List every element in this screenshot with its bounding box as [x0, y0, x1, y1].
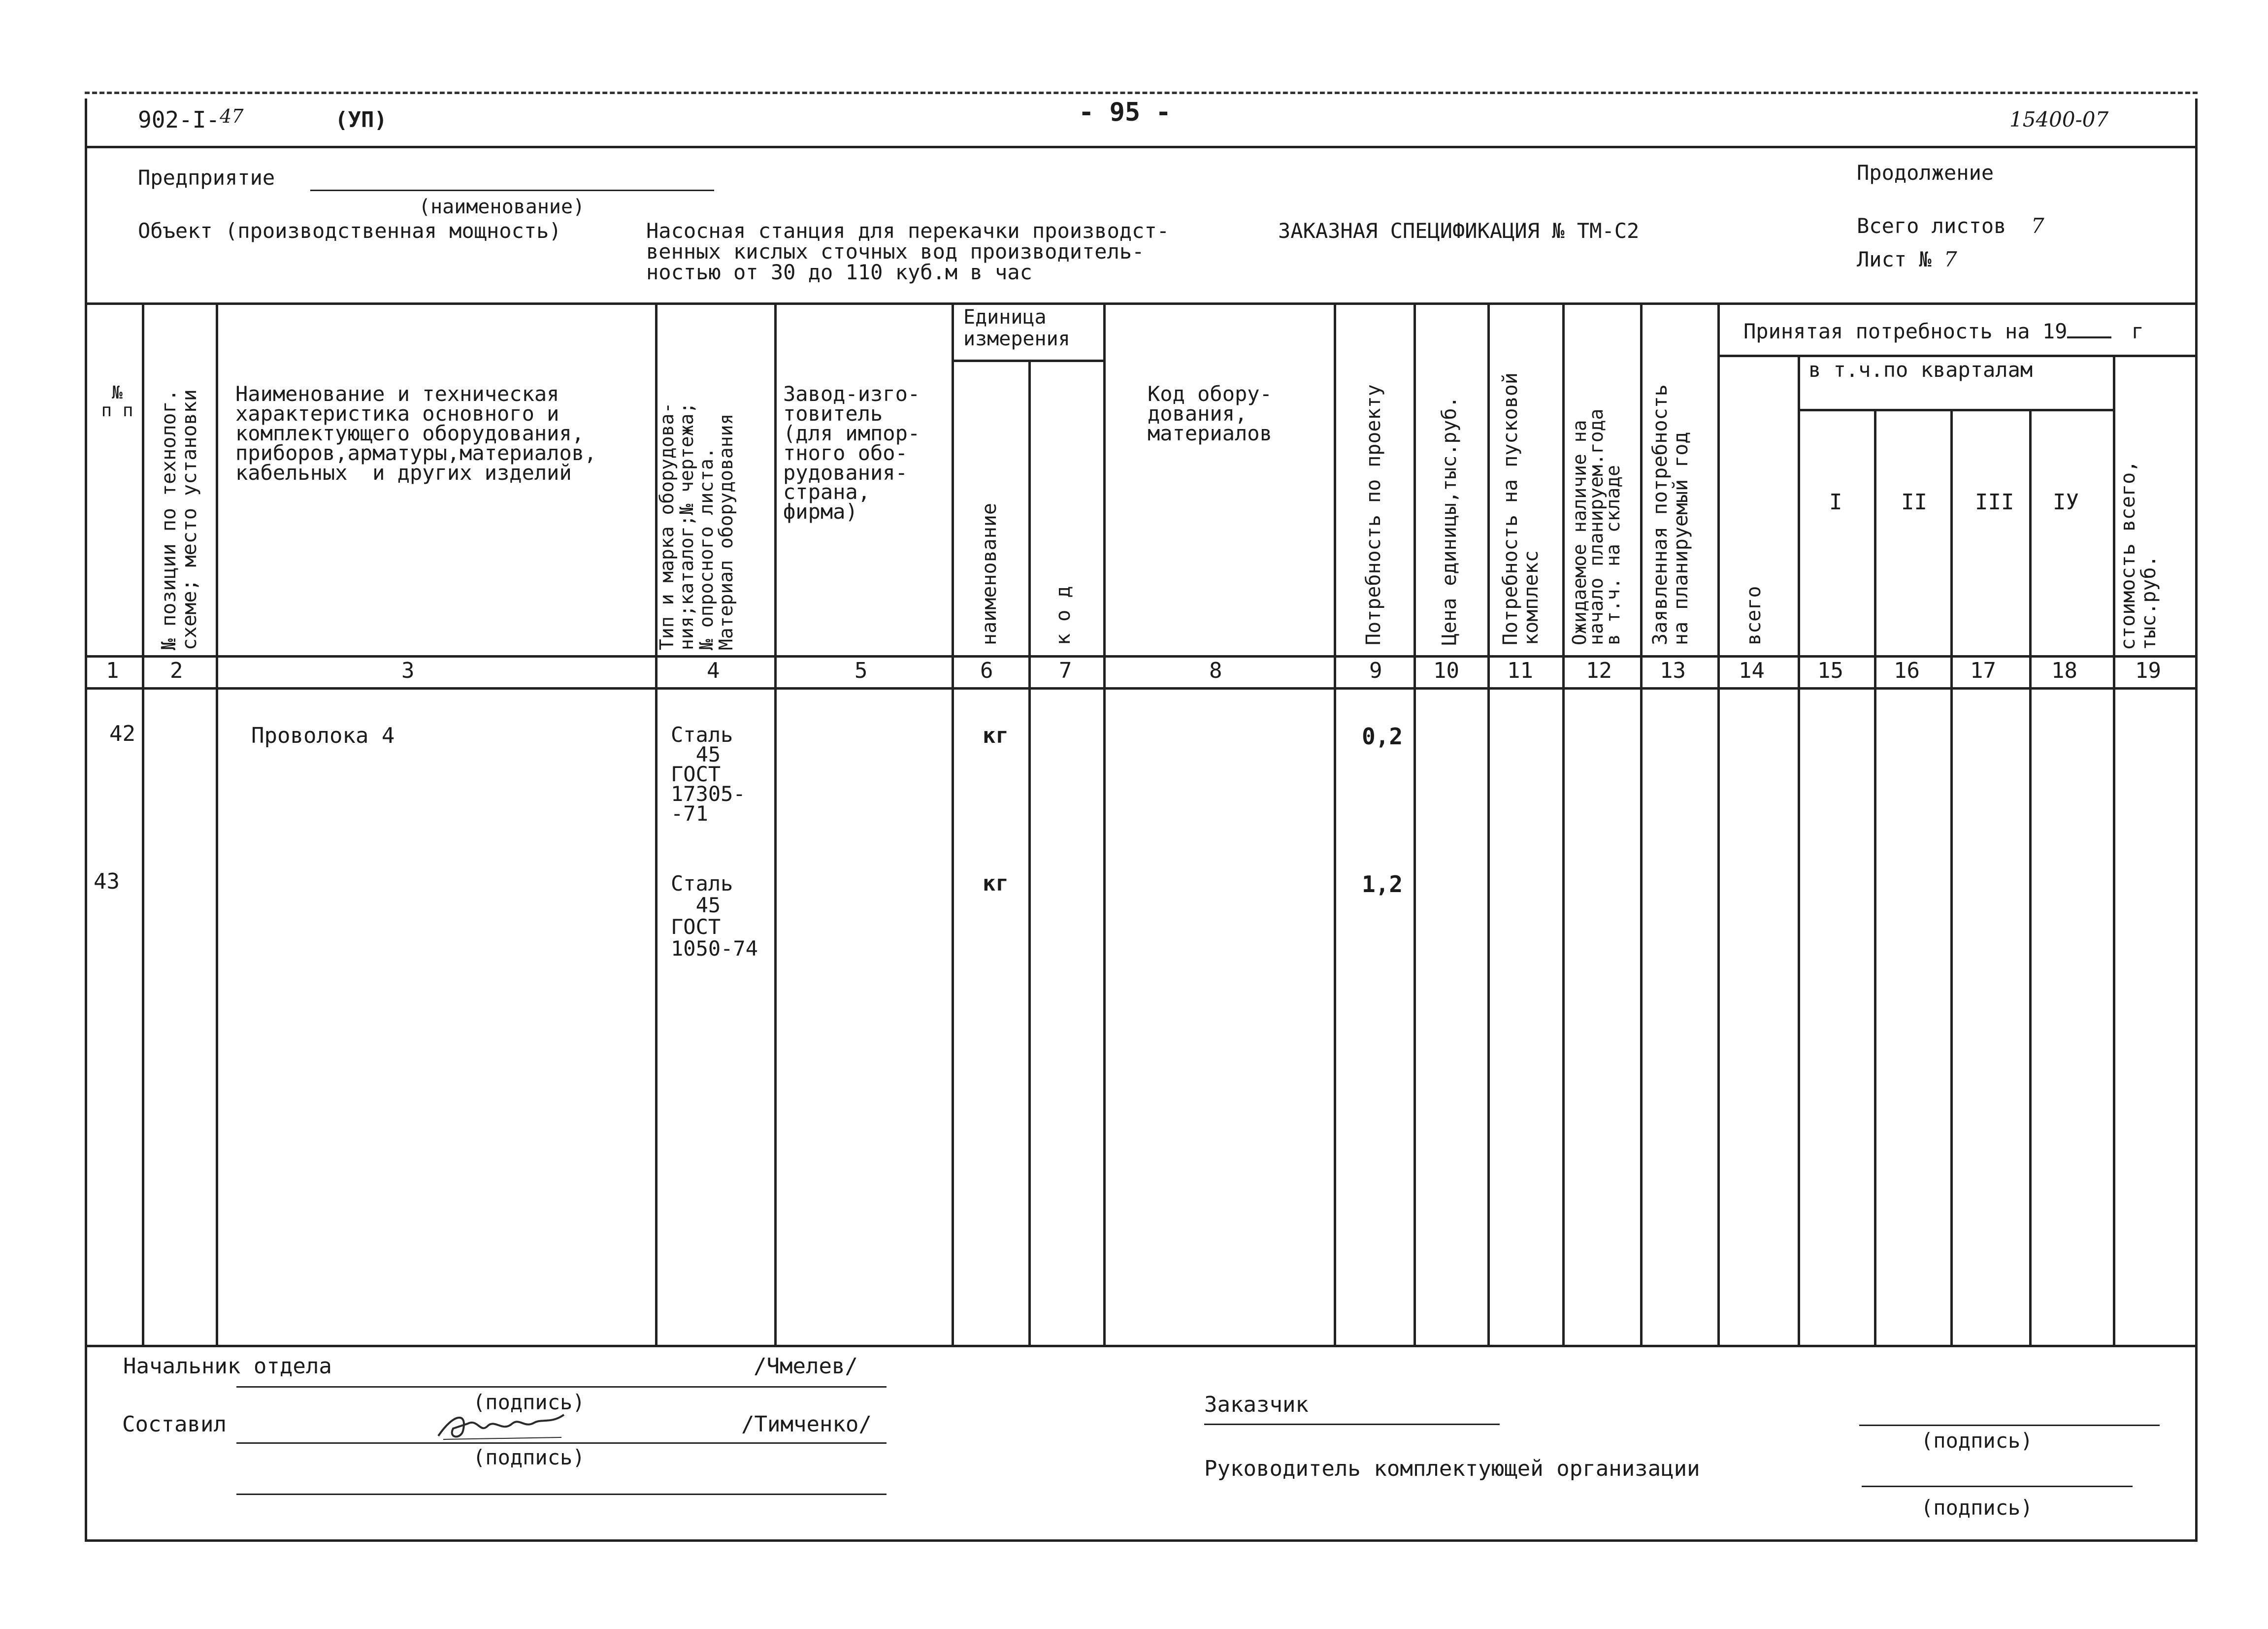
- col-header-5: Завод-изго- товитель (для импор- тного обо- рудования- страна, фирма): [783, 382, 920, 524]
- col-line-10: [1487, 302, 1490, 1345]
- total-sheets: Всего листов 7: [1857, 214, 2044, 238]
- quarter-2-header: II: [1901, 490, 1927, 515]
- unit-group-rule: [952, 360, 1103, 362]
- col-line-11: [1562, 302, 1565, 1345]
- col-header-10: Цена единицы,тыс.руб.: [1438, 396, 1461, 645]
- column-number-18: 18: [2051, 658, 2077, 683]
- customer-signature-line: [1859, 1425, 2160, 1426]
- col-header-13: Заявленная потребность на планируемый год: [1649, 384, 1692, 645]
- col-header-7: к о д: [1052, 586, 1075, 645]
- item-name: Проволока 4: [251, 723, 395, 748]
- column-number-19: 19: [2135, 658, 2161, 683]
- customer-label: Заказчик: [1204, 1392, 1309, 1417]
- compiled-label: Составил: [122, 1412, 227, 1437]
- department-head-label: Начальник отдела: [123, 1354, 332, 1379]
- col-line-5: [952, 302, 954, 1345]
- column-number-15: 15: [1817, 658, 1843, 683]
- column-number-rule-top: [85, 655, 2198, 658]
- quarter-3-header: III: [1975, 490, 2014, 515]
- col-header-12: Ожидаемое наличие на начало планируем.года в т.ч. на складе: [1569, 408, 1624, 645]
- item-quantity: 1,2: [1362, 871, 1403, 898]
- col-line-7: [1103, 302, 1106, 1345]
- col-header-11: Потребность на пусковой комплекс: [1499, 372, 1543, 645]
- col-line-9: [1413, 302, 1416, 1345]
- column-number-10: 10: [1433, 658, 1459, 683]
- col-line-6: [1028, 360, 1031, 1345]
- col-line-13: [1717, 302, 1720, 1345]
- col-line-17: [2029, 409, 2032, 1345]
- form-frame: [85, 99, 2198, 1542]
- column-number-13: 13: [1660, 658, 1686, 683]
- column-number-14: 14: [1739, 658, 1765, 683]
- customer-signature-caption: (подпись): [1921, 1429, 2033, 1453]
- doc-mark: (УП): [335, 107, 387, 133]
- compiled-extra-line: [236, 1494, 887, 1495]
- col-line-1: [142, 302, 144, 1345]
- col-line-16: [1950, 409, 1953, 1345]
- enterprise-caption: (наименование): [419, 196, 585, 218]
- object-line-2: венных кислых сточных вод производитель-: [646, 239, 1145, 264]
- enterprise-line: [310, 190, 714, 191]
- handwritten-signature: [433, 1409, 571, 1443]
- table-bottom-rule: [85, 1345, 2198, 1347]
- quarter-1-header: I: [1829, 490, 1842, 515]
- accepted-group-header: Принятая потребность на 19 г: [1743, 319, 2144, 343]
- quarters-group-header: в т.ч.по кварталам: [1808, 358, 2033, 382]
- compiled-name: /Тимченко/: [741, 1412, 872, 1437]
- col-header-1: № п п: [101, 383, 133, 421]
- col-header-19: стоимость всего, тыс.руб.: [2117, 460, 2160, 650]
- unit-group-header: Единица измерения: [963, 306, 1070, 350]
- col-line-18: [2113, 355, 2115, 1345]
- signature-caption-1: (подпись): [473, 1390, 585, 1414]
- col-header-2: № позиции по технолог. схеме; место установки: [158, 389, 201, 650]
- top-border: [85, 92, 2198, 94]
- item-unit: кг: [983, 871, 1009, 896]
- item-quantity: 0,2: [1362, 723, 1403, 750]
- col-line-12: [1640, 302, 1643, 1345]
- object-line-3: ностью от 30 до 110 куб.м в час: [646, 260, 1032, 284]
- department-head-signature-line: [236, 1386, 887, 1388]
- col-line-2: [216, 302, 218, 1345]
- col-line-4: [774, 302, 777, 1345]
- col-header-9: Потребность по проекту: [1362, 384, 1385, 645]
- col-line-14: [1798, 355, 1800, 1345]
- item-unit: кг: [983, 723, 1009, 748]
- header-rule: [85, 146, 2198, 148]
- item-type: Сталь 45 ГОСТ 17305- -71: [671, 723, 746, 826]
- doc-code: 902-I-$^{47}$: [138, 105, 244, 133]
- column-number-11: 11: [1507, 658, 1533, 683]
- column-number-3: 3: [401, 658, 415, 683]
- quarter-4-header: IУ: [2053, 490, 2079, 515]
- column-number-8: 8: [1209, 658, 1222, 683]
- column-number-17: 17: [1970, 658, 1996, 683]
- column-number-16: 16: [1894, 658, 1920, 683]
- row-number: 43: [94, 869, 120, 894]
- column-number-9: 9: [1369, 658, 1382, 683]
- col-header-8: Код обору- дования, материалов: [1148, 382, 1272, 445]
- column-number-2: 2: [170, 658, 183, 683]
- doc-reference: 15400-07: [2009, 107, 2109, 132]
- column-number-rule-bottom: [85, 687, 2198, 690]
- table-top-rule: [85, 302, 2198, 305]
- continuation-label: Продолжение: [1857, 161, 1994, 185]
- col-header-4: Тип и марка оборудова- ния;каталог;№ чертежа; № опросного листа. Материал оборудования: [656, 402, 737, 650]
- org-head-signature-caption: (подпись): [1921, 1496, 2033, 1520]
- row-number: 42: [109, 721, 135, 746]
- column-number-5: 5: [855, 658, 868, 683]
- col-line-8: [1334, 302, 1336, 1345]
- col-header-14: всего: [1742, 586, 1765, 645]
- column-number-6: 6: [980, 658, 993, 683]
- column-number-4: 4: [707, 658, 720, 683]
- object-label: Объект (производственная мощность): [138, 219, 561, 243]
- department-head-name: /Чмелев/: [754, 1354, 858, 1379]
- page-number: - 95 -: [1079, 98, 1171, 127]
- col-header-6: наименование: [978, 503, 1001, 645]
- signature-caption-2: (подпись): [473, 1445, 585, 1469]
- col-header-3: Наименование и техническая характеристика основного и комплектующего оборудования, приборов,арматуры,материалов, кабельных и других изделий: [235, 382, 597, 485]
- enterprise-label: Предприятие: [138, 166, 275, 190]
- spec-title: ЗАКАЗНАЯ СПЕЦИФИКАЦИЯ № ТМ-С2: [1278, 219, 1640, 243]
- org-head-label: Руководитель комплектующей организации: [1204, 1456, 1700, 1481]
- accepted-group-rule: [1717, 355, 2198, 357]
- column-number-1: 1: [106, 658, 119, 683]
- quarters-group-rule: [1798, 409, 2113, 411]
- column-number-7: 7: [1059, 658, 1072, 683]
- sheet-number: Лист № 7: [1857, 247, 1957, 271]
- item-type: Сталь 45 ГОСТ 1050-74: [671, 871, 758, 961]
- org-head-signature-line: [1862, 1486, 2133, 1487]
- col-line-15: [1874, 409, 1876, 1345]
- compiled-signature-line: [236, 1442, 887, 1444]
- column-number-12: 12: [1586, 658, 1612, 683]
- customer-line: [1204, 1424, 1500, 1425]
- object-line-1: Насосная станция для перекачки производст-: [646, 219, 1170, 243]
